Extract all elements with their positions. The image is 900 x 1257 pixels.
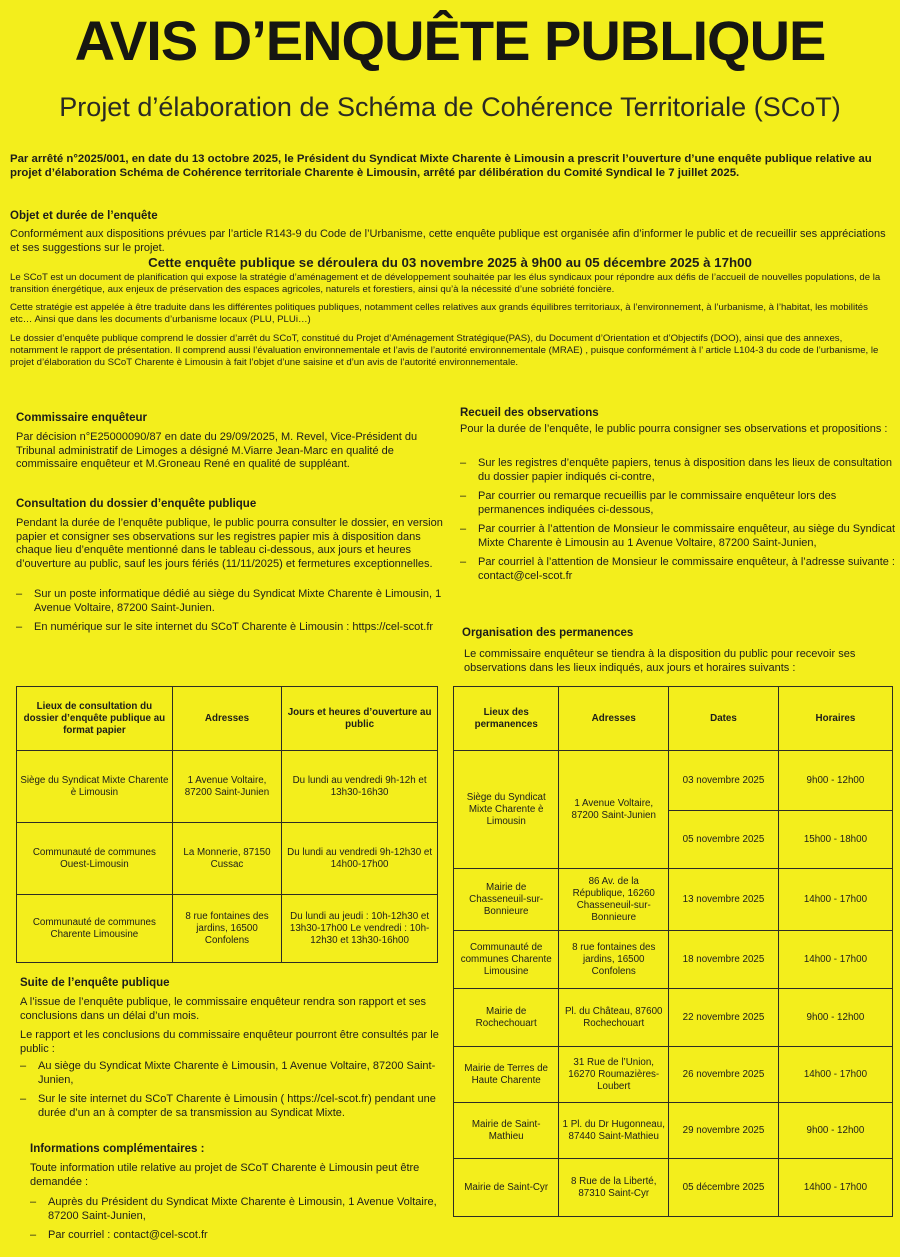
table-row <box>454 869 893 931</box>
table-header: Lieux des permanences <box>454 687 559 751</box>
table-header: Adresses <box>172 687 281 751</box>
table-row <box>454 751 893 811</box>
table-header: Lieux de consultation du dossier d’enquête publique au format papier <box>17 687 173 751</box>
table-cell: 1 Avenue Voltaire, 87200 Saint-Junien <box>559 751 669 869</box>
recueil-text: Pour la durée de l’enquête, le public pourra consigner ses observations et propositions : <box>460 423 888 435</box>
table-cell: 03 novembre 2025 <box>669 751 779 811</box>
table-cell: Communauté de communes Charente Limousine <box>17 895 173 963</box>
table-row <box>17 751 438 823</box>
permanences-table <box>453 686 893 1217</box>
table-cell: Siège du Syndicat Mixte Charente è Limousin <box>454 751 559 869</box>
objet-heading: Objet et durée de l’enquête <box>10 210 158 222</box>
table-row <box>454 1103 893 1159</box>
table-row <box>454 1159 893 1217</box>
list-item: – Auprès du Président du Syndicat Mixte Charente è Limousin, 1 Avenue Voltaire, 87200 Saint-Junien, <box>30 1196 437 1222</box>
table-row <box>454 989 893 1047</box>
table-cell: 14h00 - 17h00 <box>778 1159 892 1217</box>
table-cell: 13 novembre 2025 <box>669 869 779 931</box>
table-cell: 14h00 - 17h00 <box>778 931 892 989</box>
consultation-table <box>16 686 438 963</box>
table-cell: 9h00 - 12h00 <box>778 1103 892 1159</box>
table-cell: 1 Pl. du Dr Hugonneau, 87440 Saint-Mathieu <box>559 1103 669 1159</box>
table-header-row <box>17 687 438 751</box>
table-cell: Du lundi au vendredi 9h-12h et 13h30-16h30 <box>282 751 438 823</box>
table-cell: 9h00 - 12h00 <box>778 751 892 811</box>
commissaire-text: Par décision n°E25000090/87 en date du 29/09/2025, M. Revel, Vice-Président du Tribunal administratif de Limoges a désigné M.Viarre Jean-Marc en qualité de commissaire enquêteur et M.Groneau René en qualité de suppléant. <box>16 431 418 470</box>
table-header: Jours et heures d’ouverture au public <box>282 687 438 751</box>
table-cell: La Monnerie, 87150 Cussac <box>172 823 281 895</box>
enquete-dates: Cette enquête publique se déroulera du 03 novembre 2025 à 9h00 au 05 décembre 2025 à 17h00 <box>148 255 752 270</box>
list-item: – En numérique sur le site internet du SCoT Charente è Limousin : https://cel-scot.fr <box>16 621 434 633</box>
table-cell: Mairie de Saint-Mathieu <box>454 1103 559 1159</box>
table-cell: 8 Rue de la Liberté, 87310 Saint-Cyr <box>559 1159 669 1217</box>
list-item: – Sur le site internet du SCoT Charente è Limousin ( https://cel-scot.fr) pendant une durée d’un an à compter de sa transmission au Syndicat Mixte. <box>20 1093 436 1119</box>
suite-text-1: A l’issue de l’enquête publique, le commissaire enquêteur rendra son rapport et ses conclusions dans un délai d’un mois. <box>20 996 427 1022</box>
table-cell: 26 novembre 2025 <box>669 1047 779 1103</box>
table-cell: 14h00 - 17h00 <box>778 1047 892 1103</box>
table-cell: Du lundi au vendredi 9h-12h30 et 14h00-17h00 <box>282 823 438 895</box>
list-item: – Par courriel : contact@cel-scot.fr <box>30 1229 208 1241</box>
table-cell: Pl. du Château, 87600 Rochechouart <box>559 989 669 1047</box>
recueil-list <box>460 457 900 589</box>
table-cell: Communauté de communes Ouest-Limousin <box>17 823 173 895</box>
list-item: – Par courriel à l’attention de Monsieur le commissaire enquêteur, à l’adresse suivante : contact@cel-scot.fr <box>460 556 895 582</box>
infos-text: Toute information utile relative au projet de SCoT Charente è Limousin peut être demandée : <box>30 1162 420 1188</box>
table-cell: 1 Avenue Voltaire, 87200 Saint-Junien <box>172 751 281 823</box>
scot-paragraph-3: Le dossier d’enquête publique comprend le dossier d’arrêt du SCoT, constitué du Projet d’Aménagement Stratégique(PAS), du Document d’Orientation et d’Objectifs (DOO), ainsi que des annexes, notamment le rapport de présentation. Il comprend aussi l’évaluation environnementale et l’avis de l’autorité environnementale (MRAE) , puisque conformément à l’ article L104-3 du code de l’urbanisme, le projet d’élaboration du SCoT Charente è Limousin à fait l’objet d’une saisine et d’un avis de l’autorité environnementale. <box>10 333 879 368</box>
table-cell: 8 rue fontaines des jardins, 16500 Confolens <box>559 931 669 989</box>
table-cell: Mairie de Chasseneuil-sur-Bonnieure <box>454 869 559 931</box>
consultation-text: Pendant la durée de l’enquête publique, le public pourra consulter le dossier, en version papier et consigner ses observations sur les registres papier mis à disposition dans chaque lieu d’enquête mentionné dans le tableau ci-dessous, aux jours et heures d’ouverture au public, sauf les jours fériés (11/11/2025) et fermetures exceptionnelles. <box>16 517 443 570</box>
table-cell: 29 novembre 2025 <box>669 1103 779 1159</box>
table-cell: Du lundi au jeudi : 10h-12h30 et 13h30-17h00 Le vendredi : 10h-12h30 et 13h30-16h00 <box>282 895 438 963</box>
consultation-list <box>16 588 456 641</box>
infos-heading: Informations complémentaires : <box>30 1143 205 1155</box>
table-row <box>17 823 438 895</box>
table-cell: 31 Rue de l’Union, 16270 Roumazières-Loubert <box>559 1047 669 1103</box>
objet-text: Conformément aux dispositions prévues par l’article R143-9 du Code de l’Urbanisme, cette enquête publique est organisée afin d’informer le public et de recueillir ses appréciations et ses suggestions sur le projet. <box>10 228 886 254</box>
list-item: – Par courrier à l’attention de Monsieur le commissaire enquêteur, au siège du Syndicat Mixte Charente è Limousin au 1 Avenue Voltaire, 87200 Saint-Junien, <box>460 523 896 549</box>
consultation-heading: Consultation du dossier d’enquête publique <box>16 498 257 510</box>
list-item: – Par courrier ou remarque recueillis par le commissaire enquêteur lors des permanences indiquées ci-dessous, <box>460 490 837 516</box>
table-cell: 8 rue fontaines des jardins, 16500 Confolens <box>172 895 281 963</box>
table-cell: 14h00 - 17h00 <box>778 869 892 931</box>
table-cell: 22 novembre 2025 <box>669 989 779 1047</box>
list-item: – Sur les registres d’enquête papiers, tenus à disposition dans les lieux de consultation du dossier papier indiqués ci-contre, <box>460 457 892 483</box>
table-cell: Siège du Syndicat Mixte Charente è Limousin <box>17 751 173 823</box>
table-cell: 9h00 - 12h00 <box>778 989 892 1047</box>
organisation-text: Le commissaire enquêteur se tiendra à la disposition du public pour recevoir ses observations dans les lieux indiqués, aux jours et horaires suivants : <box>464 648 856 674</box>
table-cell: 05 décembre 2025 <box>669 1159 779 1217</box>
page-subtitle: Projet d’élaboration de Schéma de Cohérence Territoriale (SCoT) <box>59 92 841 122</box>
table-row <box>454 931 893 989</box>
suite-text-2: Le rapport et les conclusions du commissaire enquêteur pourront être consultés par le public : <box>20 1029 439 1055</box>
suite-list <box>20 1060 460 1126</box>
table-cell: Mairie de Terres de Haute Charente <box>454 1047 559 1103</box>
table-cell: Mairie de Saint-Cyr <box>454 1159 559 1217</box>
table-row <box>454 1047 893 1103</box>
table-cell: 05 novembre 2025 <box>669 811 779 869</box>
infos-list <box>30 1196 460 1249</box>
table-cell: 86 Av. de la République, 16260 Chasseneuil-sur-Bonnieure <box>559 869 669 931</box>
table-row <box>17 895 438 963</box>
arrete-paragraph: Par arrêté n°2025/001, en date du 13 octobre 2025, le Président du Syndicat Mixte Charente è Limousin a prescrit l’ouverture d’une enquête publique relative au projet d’élaboration Schéma de Cohérence territoriale Charente è Limousin, arrêté par délibération du Comité Syndical le 7 juillet 2025. <box>10 153 872 179</box>
table-cell: Mairie de Rochechouart <box>454 989 559 1047</box>
table-header: Adresses <box>559 687 669 751</box>
table-cell: 18 novembre 2025 <box>669 931 779 989</box>
table-cell: 15h00 - 18h00 <box>778 811 892 869</box>
table-header: Dates <box>669 687 779 751</box>
table-header: Horaires <box>778 687 892 751</box>
scot-paragraph-1: Le SCoT est un document de planification qui expose la stratégie d’aménagement et de développement souhaitée par les élus syndicaux pour répondre aux défis de l’accueil de nouvelles populations, de la transition énergétique, aux enjeux de préservation des espaces agricoles, naturels et forestiers, ainsi qu’à la nécessité d’une sobriété foncière. <box>10 272 881 295</box>
suite-heading: Suite de l’enquête publique <box>20 977 170 989</box>
list-item: – Au siège du Syndicat Mixte Charente è Limousin, 1 Avenue Voltaire, 87200 Saint-Junien, <box>20 1060 436 1086</box>
recueil-heading: Recueil des observations <box>460 407 599 419</box>
table-cell: Communauté de communes Charente Limousine <box>454 931 559 989</box>
list-item: – Sur un poste informatique dédié au siège du Syndicat Mixte Charente è Limousin, 1 Avenue Voltaire, 87200 Saint-Junien. <box>16 588 442 614</box>
commissaire-heading: Commissaire enquêteur <box>16 412 148 424</box>
organisation-heading: Organisation des permanences <box>462 627 634 639</box>
page-title: AVIS D’ENQUÊTE PUBLIQUE <box>74 9 826 72</box>
scot-paragraph-2: Cette stratégie est appelée à être traduite dans les différentes politiques publiques, notamment celles relatives aux grands équilibres territoriaux, à l’environnement, à l’urbanisme, à l’habitat, les mobilités etc… Ainsi que dans les documents d’urbanisme locaux (PLU, PLUi…) <box>10 302 868 325</box>
table-header-row <box>454 687 893 751</box>
